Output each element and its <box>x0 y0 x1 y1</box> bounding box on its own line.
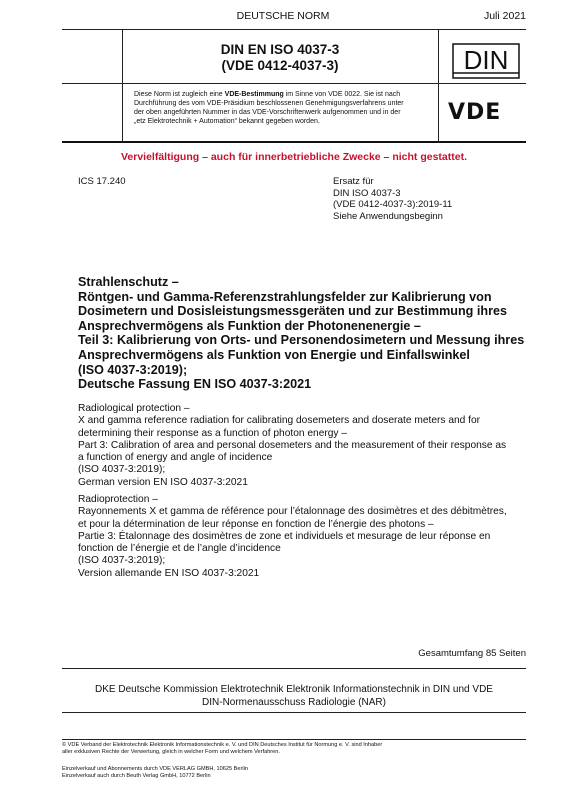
vde-note-bold: VDE-Bestimmung <box>224 91 284 98</box>
english-title-line: Part 3: Calibration of area and personal dosemeters and the measurement of their response as <box>78 439 507 451</box>
english-title-line: (ISO 4037-3:2019); <box>78 464 166 476</box>
sales-info <box>62 766 532 780</box>
copyright-line: aller exklusiven Rechte der Verwertung, gleich in welcher Form und welchem Verfahren. <box>62 749 280 755</box>
vde-note-line: „etz Elektrotechnik + Automation“ bekannt gegeben worden. <box>134 118 320 125</box>
german-title-line: Ansprechvermögens als Funktion der Photonenenergie – <box>78 318 421 333</box>
copyright-line: © VDE Verband der Elektrotechnik Elektronik Informationstechnik e. V. und DIN Deutsches Institut für Normung e. V. sind Inhaber <box>62 742 383 748</box>
english-title-line: a function of energy and angle of incidence <box>78 452 273 464</box>
title-box-bottom-rule <box>62 83 526 84</box>
pages-rule <box>62 668 526 669</box>
right-box-separator <box>438 29 439 141</box>
din-logo-text: DIN <box>463 45 509 75</box>
replacement-line: Siehe Anwendungsbeginn <box>333 210 443 222</box>
ics-code: ICS 17.240 <box>78 176 126 187</box>
vde-note-line: Durchführung des vom VDE-Präsidium beschlossenen Genehmigungsverfahrens unter <box>134 100 404 107</box>
din-logo <box>452 43 520 79</box>
english-title-line: determining their response as a function of photon energy – <box>78 427 348 439</box>
standard-number: DIN EN ISO 4037-3 <box>220 42 340 57</box>
vde-logo: VDE <box>448 100 502 125</box>
vde-number: (VDE 0412-4037-3) <box>221 58 339 73</box>
publication-date: Juli 2021 <box>483 10 526 22</box>
english-title-line: Radiological protection – <box>78 403 190 414</box>
vde-note-prefix: Diese Norm ist zugleich eine <box>134 91 225 98</box>
german-title-line: Ansprechvermögens als Funktion von Energie und Einfallswinkel <box>78 347 470 362</box>
german-title-line: Deutsche Fassung EN ISO 4037-3:2021 <box>78 377 312 392</box>
committee-line: DKE Deutsche Kommission Elektrotechnik Elektronik Informationstechnik in DIN und VDE <box>95 684 493 695</box>
top-rule <box>62 29 526 30</box>
french-title-line: et pour la détermination de leur réponse en fonction de l’énergie des photons – <box>78 518 434 530</box>
committee-rule <box>62 712 526 713</box>
left-box-separator <box>122 29 123 141</box>
header-bottom-rule <box>62 141 526 143</box>
standard-title-block <box>128 42 432 74</box>
footer-rule <box>62 739 526 740</box>
english-title-line: German version EN ISO 4037-3:2021 <box>78 476 248 488</box>
french-title-line: Rayonnements X et gamma de référence pour l’étalonnage des dosimètres et des débitmètres, <box>78 506 507 518</box>
french-title-line: Partie 3: Étalonnage des dosimètres de zone et individuels et mesurage de leur réponse en <box>78 530 491 542</box>
english-title-line: X and gamma reference radiation for calibrating dosemeters and doserate meters and for <box>78 415 481 427</box>
replacement-info <box>333 176 452 222</box>
german-title <box>78 275 525 392</box>
french-title-line: Version allemande EN ISO 4037-3:2021 <box>78 567 260 579</box>
german-title-line: Dosimetern und Dosisleistungsmessgeräten und zur Bestimmung ihres <box>78 304 507 319</box>
german-title-line: Teil 3: Kalibrierung von Orts- und Personendosimetern und Messung ihres <box>78 333 525 348</box>
german-title-line: Strahlenschutz – <box>78 275 179 289</box>
german-title-line: (ISO 4037-3:2019); <box>78 362 188 377</box>
french-title-line: fonction de l’énergie et de l’angle d’incidence <box>78 543 281 555</box>
vde-note <box>134 90 434 126</box>
vde-note-line: der oben angeführten Nummer in das VDE-Vorschriftenwerk aufgenommen und in der <box>134 109 401 116</box>
german-title-line: Röntgen- und Gamma-Referenzstrahlungsfelder zur Kalibrierung von <box>78 289 492 304</box>
committee-line: DIN-Normenausschuss Radiologie (NAR) <box>202 696 386 708</box>
sales-line: Einzelverkauf auch durch Beuth Verlag GmbH, 10772 Berlin <box>62 773 211 779</box>
english-title <box>78 403 526 489</box>
replacement-line: (VDE 0412-4037-3):2019-11 <box>333 199 453 210</box>
reproduction-warning: Vervielfältigung – auch für innerbetriebliche Zwecke – nicht gestattet. <box>120 151 467 163</box>
replacement-line: Ersatz für <box>333 176 374 187</box>
french-title-line: (ISO 4037-3:2019); <box>78 555 166 567</box>
replacement-line: DIN ISO 4037-3 <box>333 187 401 199</box>
document-series: DEUTSCHE NORM <box>236 10 330 22</box>
total-pages: Gesamtumfang 85 Seiten <box>418 648 526 659</box>
copyright-notice <box>62 742 532 756</box>
sales-line: Einzelverkauf und Abonnements durch VDE VERLAG GMBH, 10625 Berlin <box>62 766 248 772</box>
responsible-committee <box>62 684 526 709</box>
french-title-line: Radioprotection – <box>78 494 158 505</box>
french-title <box>78 494 526 580</box>
vde-note-line: im Sinne von VDE 0022. Sie ist nach <box>283 91 401 98</box>
